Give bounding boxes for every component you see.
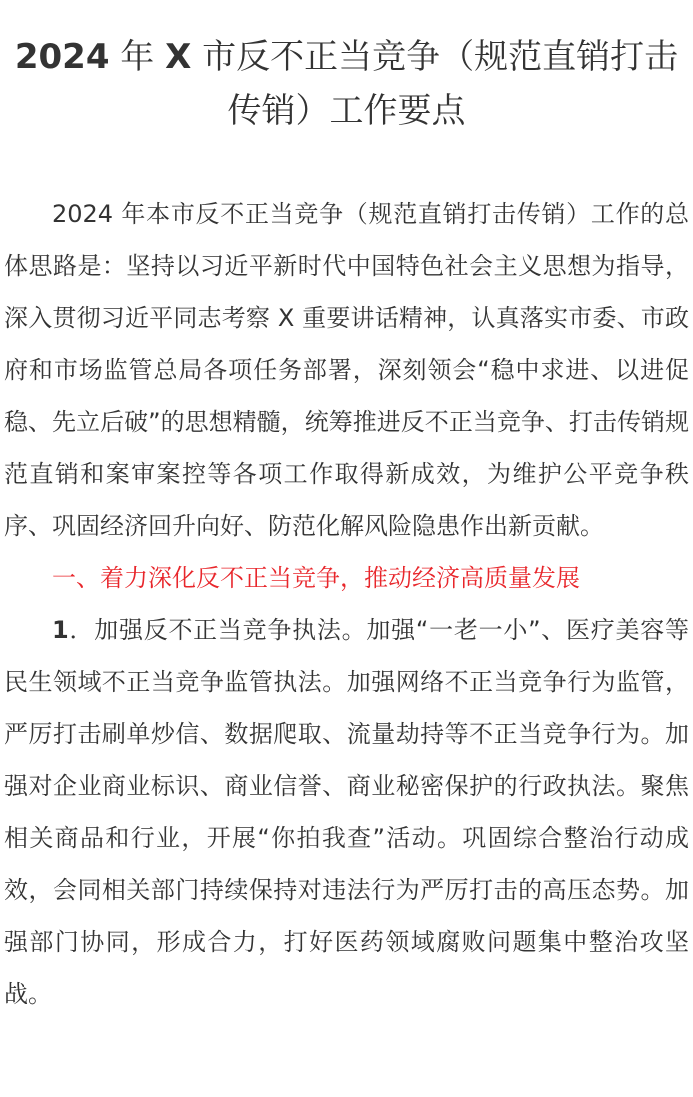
item-1-paragraph: [4, 604, 689, 1020]
title-year-suffix: 年: [109, 37, 166, 77]
section-1-heading: 一、着力深化反不正当竞争，推动经济高质量发展: [52, 564, 580, 592]
intro-paragraph: 2024 年本市反不正当竞争（规范直销打击传销）工作的总体思路是：坚持以习近平新时代中国特色社会主义思想为指导，深入贯彻习近平同志考察 X 重要讲话精神，认真落实市委、市政府和市场监管总局各项任务部署，深刻领会“稳中求进、以进促稳、先立后破”的思想精髓，统筹推进反不正当竞争、打击传销规范直销和案审案控等各项工作取得新成效，为维护公平竞争秩序、巩固经济回升向好、防范化解风险隐患作出新贡献。: [4, 200, 689, 540]
document-title: [4, 30, 689, 138]
title-rest: 市反不正当竞争（规范直销打击传销）工作要点: [191, 37, 679, 131]
title-year: 2024: [14, 37, 110, 77]
title-city: X: [165, 37, 192, 77]
item-1-number: 1: [52, 616, 69, 644]
item-1-text: ．加强反不正当竞争执法。加强“一老一小”、医疗美容等民生领域不正当竞争监管执法。加强网络不正当竞争行为监管，严厉打击刷单炒信、数据爬取、流量劫持等不正当竞争行为。加强对企业商业标识、商业信誉、商业秘密保护的行政执法。聚焦相关商品和行业，开展“你拍我查”活动。巩固综合整治行动成效，会同相关部门持续保持对违法行为严厉打击的高压态势。加强部门协同，形成合力，打好医药领域腐败问题集中整治攻坚战。: [4, 616, 689, 1008]
